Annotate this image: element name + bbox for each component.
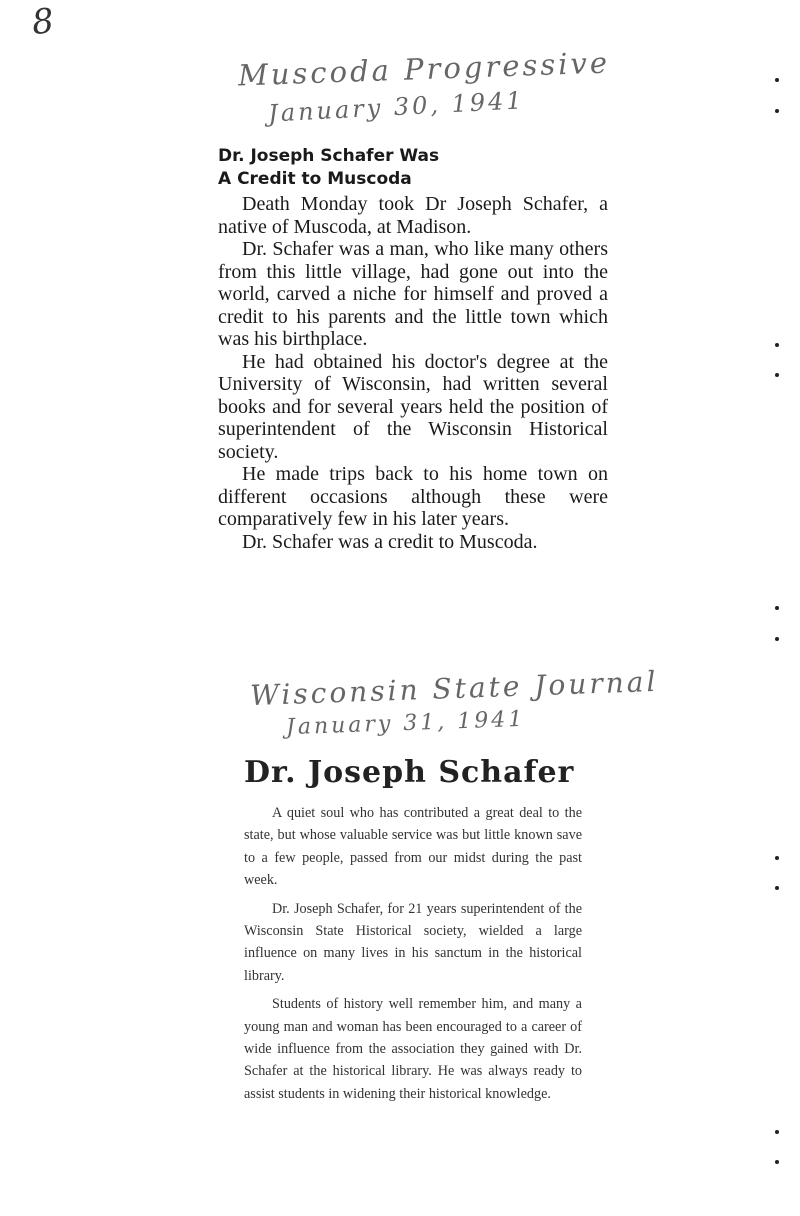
article1-paragraph: Dr. Schafer was a man, who like many others from this little village, had gone out into the world, carved a niche for himself and proved a credit to his parents and the little town which was his birthplace.: [218, 238, 608, 350]
article1-paragraph: Death Monday took Dr Joseph Schafer, a native of Muscoda, at Madison.: [218, 193, 608, 238]
scan-dot: [775, 109, 779, 113]
scan-dot: [775, 343, 779, 347]
article2-paragraph: Dr. Joseph Schafer, for 21 years superintendent of the Wisconsin State Historical society, wielded a large influence on many lives in his sanctum in the historical library.: [244, 900, 582, 984]
headline-line-2: A Credit to Muscoda: [218, 169, 412, 189]
handwritten-date-middle: January 31, 1941: [285, 706, 526, 741]
scan-dot: [775, 637, 779, 641]
article-wisconsin-state-journal: [244, 802, 582, 1111]
article2-paragraph: Students of history well remember him, and many a young man and woman has been encouraged to a career of wide influence from the association they gained with Dr. Schafer at the historical library. He was always ready to assist students in widening their historical knowledge.: [244, 996, 582, 1102]
handwritten-date-top: January 30, 1941: [267, 86, 526, 128]
scan-dot: [775, 606, 779, 610]
page-number: 8: [29, 0, 56, 44]
article1-body: [218, 193, 608, 553]
article2-headline: Dr. Joseph Schafer: [244, 755, 575, 790]
scan-dot: [775, 856, 779, 860]
scan-dot: [775, 1160, 779, 1164]
article-muscoda-progressive: [218, 145, 608, 553]
article1-paragraph: Dr. Schafer was a credit to Muscoda.: [242, 530, 538, 553]
article2-paragraph: A quiet soul who has contributed a great deal to the state, but whose valuable service was but little known save to a few people, passed from our midst during the past week.: [244, 805, 582, 889]
headline-line-1: Dr. Joseph Schafer Was: [218, 146, 440, 166]
scan-dot: [775, 1130, 779, 1134]
scan-dot: [775, 78, 779, 82]
scan-dot: [775, 886, 779, 890]
article1-paragraph: He made trips back to his home town on different occasions although these were comparatively few in his later years.: [218, 463, 608, 530]
scan-dot: [775, 373, 779, 377]
article1-paragraph: He had obtained his doctor's degree at the University of Wisconsin, had written several books and for several years held the position of superintendent of the Wisconsin Historical society.: [218, 350, 608, 463]
handwritten-source-middle: Wisconsin State Journal: [249, 664, 659, 713]
handwritten-source-top: Muscoda Progressive: [237, 45, 611, 93]
article1-headline: [218, 145, 608, 191]
